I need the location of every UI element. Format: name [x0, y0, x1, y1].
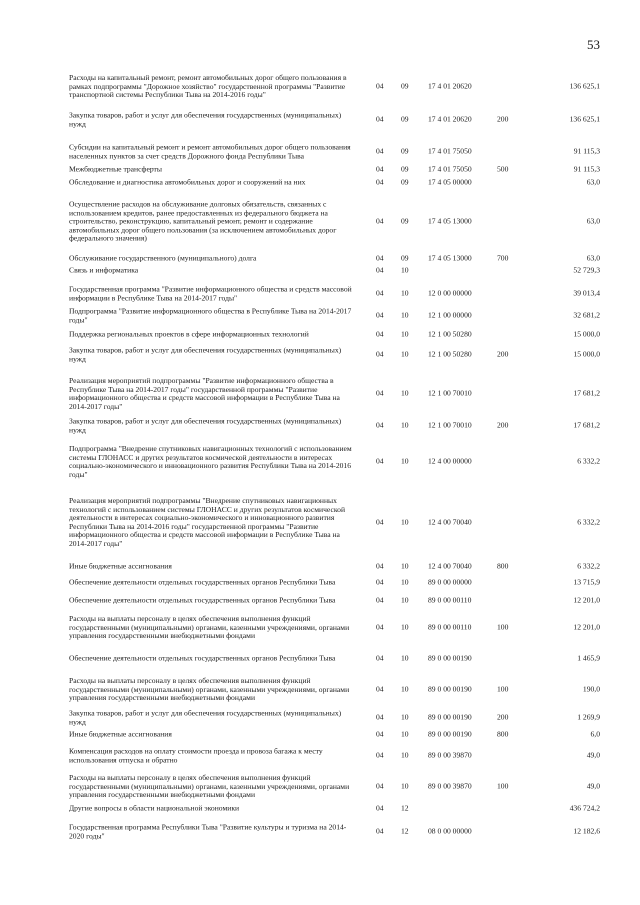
row-description: Закупка товаров, работ и услуг для обеспечения государственных (муниципальных) нужд: [69, 708, 342, 726]
row-subsection-code: 09: [401, 81, 409, 91]
row-description: Расходы на капитальный ремонт, ремонт автомобильных дорог общего пользования в рамках подпрограммы "Дорожное хозяйство" государственной программы "Развитие транспортной системы Республики Тыва на 2014-2016 годы": [69, 73, 347, 100]
row-target-article-code: 12 1 00 70010: [428, 420, 472, 430]
row-section-code: 04: [376, 420, 384, 430]
row-amount: 12 182,6: [573, 826, 600, 836]
row-expense-type-code: 100: [497, 622, 509, 632]
row-section-code: 04: [376, 750, 384, 760]
row-amount: 15 000,0: [573, 329, 600, 339]
row-description: Связь и информатика: [69, 265, 139, 275]
row-description: Реализация мероприятий подпрограммы "Внедрение спутниковых навигационных технологий с использованием системы ГЛОНАСС и других результатов космической деятельности в интересах социально-экономического и инновационного развития Республики Тыва на 2014-2016 годы" государственной программы "Развитие информационного общества и средств массовой информации в Республике Тыва на 2014-2017 годы": [69, 496, 346, 549]
row-amount: 6 332,2: [577, 517, 600, 527]
row-description: Поддержка региональных проектов в сфере информационных технологий: [69, 329, 309, 339]
row-target-article-code: 89 0 00 00190: [428, 729, 472, 739]
row-section-code: 04: [376, 561, 384, 571]
row-section-code: 04: [376, 684, 384, 694]
row-target-article-code: 89 0 00 39870: [428, 781, 472, 791]
row-amount: 63,0: [586, 216, 600, 226]
row-expense-type-code: 100: [497, 781, 509, 791]
row-subsection-code: 09: [401, 114, 409, 124]
row-target-article-code: 89 0 00 00000: [428, 577, 472, 587]
row-section-code: 04: [376, 288, 384, 298]
row-section-code: 04: [376, 310, 384, 320]
row-expense-type-code: 200: [497, 349, 509, 359]
row-subsection-code: 10: [401, 595, 409, 605]
row-description: Обслуживание государственного (муниципального) долга: [69, 253, 257, 263]
row-description: Закупка товаров, работ и услуг для обеспечения государственных (муниципальных) нужд: [69, 345, 342, 363]
row-subsection-code: 10: [401, 310, 409, 320]
row-amount: 49,0: [586, 750, 600, 760]
row-description: Закупка товаров, работ и услуг для обеспечения государственных (муниципальных) нужд: [69, 110, 342, 128]
row-expense-type-code: 800: [497, 561, 509, 571]
row-amount: 190,0: [582, 684, 600, 694]
row-target-article-code: 89 0 00 39870: [428, 750, 472, 760]
row-description: Закупка товаров, работ и услуг для обеспечения государственных (муниципальных) нужд: [69, 416, 342, 434]
row-subsection-code: 10: [401, 561, 409, 571]
row-expense-type-code: 200: [497, 114, 509, 124]
row-description: Реализация мероприятий подпрограммы "Развитие информационного общества в Республике Тыва на 2014-2017 годы" государственной программы "Развитие информационного общества и средств массовой информации в Республике Тыва на 2014-2017 годы": [69, 375, 340, 411]
row-amount: 136 625,1: [569, 81, 600, 91]
row-amount: 12 201,0: [573, 622, 600, 632]
row-target-article-code: 89 0 00 00190: [428, 684, 472, 694]
row-description: Другие вопросы в области национальной экономики: [69, 803, 240, 813]
row-description: Иные бюджетные ассигнования: [69, 561, 172, 571]
row-section-code: 04: [376, 826, 384, 836]
row-section-code: 04: [376, 781, 384, 791]
row-amount: 39 013,4: [573, 288, 600, 298]
row-target-article-code: 17 4 01 20620: [428, 114, 472, 124]
row-amount: 6 332,2: [577, 456, 600, 466]
row-description: Осуществление расходов на обслуживание долговых обязательств, связанных с использованием кредитов, ранее предоставленных из федерального бюджета на строительство, реконструкцию, капитальный ремонт, ремонт и содержание автомобильных дорог общего пользования (за исключением автомобильных дорог федерального значения): [69, 199, 337, 243]
row-target-article-code: 12 0 00 00000: [428, 288, 472, 298]
row-amount: 1 269,9: [577, 712, 600, 722]
row-section-code: 04: [376, 712, 384, 722]
row-description: Межбюджетные трансферты: [69, 164, 162, 174]
row-subsection-code: 10: [401, 456, 409, 466]
row-subsection-code: 10: [401, 288, 409, 298]
row-section-code: 04: [376, 595, 384, 605]
row-section-code: 04: [376, 653, 384, 663]
row-target-article-code: 17 4 05 13000: [428, 253, 472, 263]
row-section-code: 04: [376, 349, 384, 359]
row-target-article-code: 17 4 01 75050: [428, 146, 472, 156]
row-subsection-code: 10: [401, 653, 409, 663]
row-subsection-code: 10: [401, 577, 409, 587]
row-subsection-code: 10: [401, 622, 409, 632]
row-expense-type-code: 500: [497, 164, 509, 174]
row-description: Обследование и диагностика автомобильных дорог и сооружений на них: [69, 177, 306, 187]
row-subsection-code: 09: [401, 216, 409, 226]
row-amount: 17 681,2: [573, 420, 600, 430]
row-description: Субсидии на капитальный ремонт и ремонт автомобильных дорог общего пользования населенных пунктов за счет средств Дорожного фонда Республики Тыва: [69, 142, 351, 160]
row-expense-type-code: 800: [497, 729, 509, 739]
row-subsection-code: 12: [401, 826, 409, 836]
row-amount: 15 000,0: [573, 349, 600, 359]
row-target-article-code: 12 1 00 50280: [428, 349, 472, 359]
row-section-code: 04: [376, 164, 384, 174]
row-section-code: 04: [376, 388, 384, 398]
row-target-article-code: 12 4 00 00000: [428, 456, 472, 466]
row-section-code: 04: [376, 329, 384, 339]
row-amount: 6 332,2: [577, 561, 600, 571]
row-subsection-code: 09: [401, 177, 409, 187]
row-amount: 63,0: [586, 253, 600, 263]
row-subsection-code: 10: [401, 729, 409, 739]
row-target-article-code: 89 0 00 00190: [428, 653, 472, 663]
row-subsection-code: 10: [401, 684, 409, 694]
row-target-article-code: 08 0 00 00000: [428, 826, 472, 836]
row-section-code: 04: [376, 577, 384, 587]
row-section-code: 04: [376, 729, 384, 739]
row-amount: 6,0: [590, 729, 600, 739]
row-description: Государственная программа "Развитие информационного общества и средств массовой информации в Республике Тыва на 2014-2017 годы": [69, 284, 352, 302]
row-target-article-code: 12 1 00 00000: [428, 310, 472, 320]
row-subsection-code: 10: [401, 420, 409, 430]
row-expense-type-code: 700: [497, 253, 509, 263]
row-description: Расходы на выплаты персоналу в целях обеспечения выполнения функций государственными (муниципальными) органами, казенными учреждениями, органами управления государственными внебюджетными фондами: [69, 773, 350, 800]
row-amount: 91 115,3: [573, 146, 600, 156]
row-expense-type-code: 100: [497, 684, 509, 694]
row-subsection-code: 10: [401, 329, 409, 339]
row-target-article-code: 12 1 00 70010: [428, 388, 472, 398]
row-subsection-code: 10: [401, 781, 409, 791]
row-subsection-code: 12: [401, 803, 409, 813]
row-amount: 436 724,2: [569, 803, 600, 813]
row-target-article-code: 89 0 00 00110: [428, 622, 472, 632]
row-target-article-code: 12 4 00 70040: [428, 517, 472, 527]
row-section-code: 04: [376, 177, 384, 187]
row-subsection-code: 10: [401, 750, 409, 760]
row-section-code: 04: [376, 216, 384, 226]
row-section-code: 04: [376, 114, 384, 124]
row-expense-type-code: 200: [497, 420, 509, 430]
row-description: Подпрограмма "Развитие информационного общества в Республике Тыва на 2014-2017 годы": [69, 306, 352, 324]
row-description: Подпрограмма "Внедрение спутниковых навигационных технологий с использованием системы ГЛОНАСС и других результатов космической деятельности в интересах социально-экономического и инновационного развития Республики Тыва на 2014-2016 годы": [69, 443, 352, 479]
row-amount: 32 681,2: [573, 310, 600, 320]
row-target-article-code: 17 4 05 13000: [428, 216, 472, 226]
row-amount: 13 715,9: [573, 577, 600, 587]
row-amount: 63,0: [586, 177, 600, 187]
row-description: Обеспечение деятельности отдельных государственных органов Республики Тыва: [69, 577, 336, 587]
row-target-article-code: 12 1 00 50280: [428, 329, 472, 339]
row-expense-type-code: 200: [497, 712, 509, 722]
row-section-code: 04: [376, 146, 384, 156]
row-amount: 17 681,2: [573, 388, 600, 398]
row-subsection-code: 10: [401, 388, 409, 398]
row-section-code: 04: [376, 622, 384, 632]
row-target-article-code: 12 4 00 70040: [428, 561, 472, 571]
row-section-code: 04: [376, 803, 384, 813]
row-section-code: 04: [376, 517, 384, 527]
row-amount: 91 115,3: [573, 164, 600, 174]
row-target-article-code: 89 0 00 00110: [428, 595, 472, 605]
row-description: Обеспечение деятельности отдельных государственных органов Республики Тыва: [69, 653, 336, 663]
row-description: Компенсация расходов на оплату стоимости проезда и провоза багажа к месту использования отпуска и обратно: [69, 746, 323, 764]
row-subsection-code: 10: [401, 349, 409, 359]
row-section-code: 04: [376, 81, 384, 91]
row-amount: 49,0: [586, 781, 600, 791]
row-target-article-code: 17 4 05 00000: [428, 177, 472, 187]
page-number: 53: [587, 37, 600, 52]
row-description: Государственная программа Республики Тыва "Развитие культуры и туризма на 2014-2020 годы": [69, 822, 347, 840]
row-amount: 136 625,1: [569, 114, 600, 124]
row-description: Иные бюджетные ассигнования: [69, 729, 172, 739]
row-section-code: 04: [376, 456, 384, 466]
row-amount: 12 201,0: [573, 595, 600, 605]
row-subsection-code: 10: [401, 712, 409, 722]
row-section-code: 04: [376, 265, 384, 275]
row-subsection-code: 10: [401, 517, 409, 527]
row-amount: 52 729,3: [573, 265, 600, 275]
row-target-article-code: 89 0 00 00190: [428, 712, 472, 722]
row-description: Обеспечение деятельности отдельных государственных органов Республики Тыва: [69, 595, 336, 605]
row-description: Расходы на выплаты персоналу в целях обеспечения выполнения функций государственными (муниципальными) органами, казенными учреждениями, органами управления государственными внебюджетными фондами: [69, 676, 350, 703]
row-subsection-code: 09: [401, 164, 409, 174]
row-target-article-code: 17 4 01 75050: [428, 164, 472, 174]
row-section-code: 04: [376, 253, 384, 263]
row-amount: 1 465,9: [577, 653, 600, 663]
row-target-article-code: 17 4 01 20620: [428, 81, 472, 91]
row-description: Расходы на выплаты персоналу в целях обеспечения выполнения функций государственными (муниципальными) органами, казенными учреждениями, органами управления государственными внебюджетными фондами: [69, 614, 350, 641]
row-subsection-code: 09: [401, 146, 409, 156]
row-subsection-code: 09: [401, 253, 409, 263]
row-subsection-code: 10: [401, 265, 409, 275]
